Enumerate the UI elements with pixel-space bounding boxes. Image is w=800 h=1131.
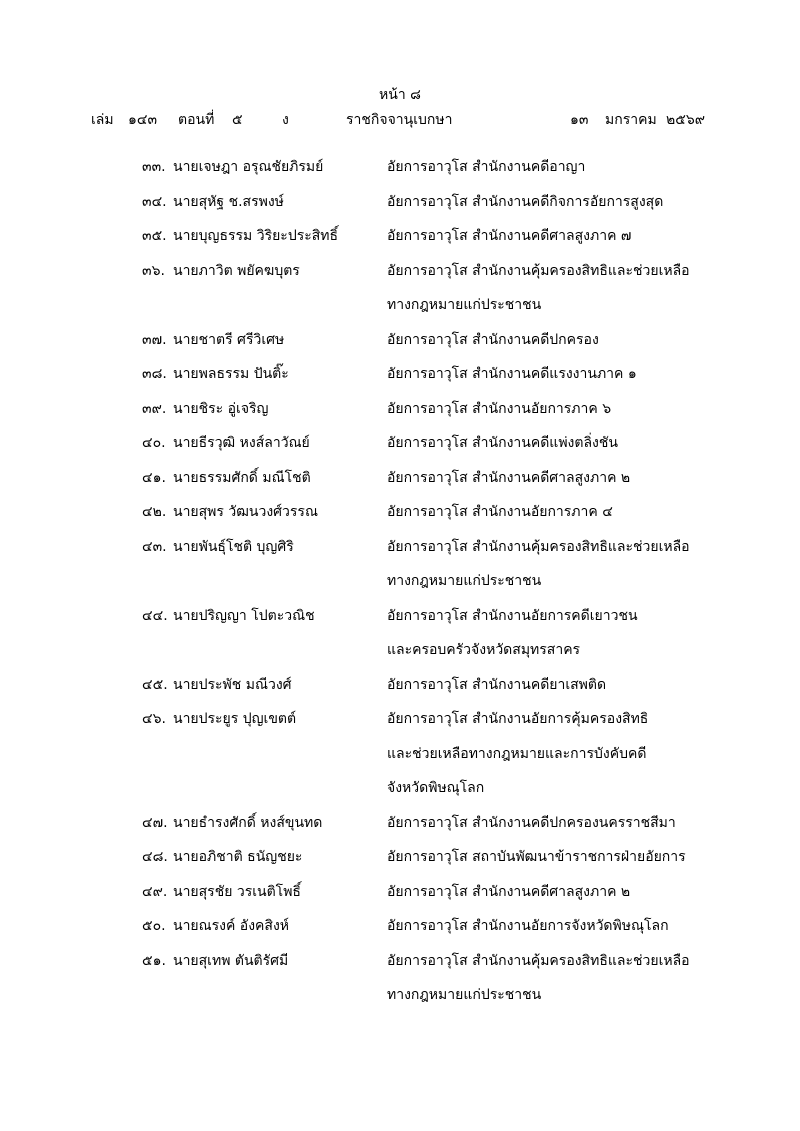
issue-label: ตอนที่ <box>178 112 215 128</box>
position-text: อัยการอาวุโส สำนักงานคดีแรงงานภาค ๑ <box>387 366 637 382</box>
entry-line <box>0 666 800 701</box>
page-number: หน้า ๘ <box>379 87 421 103</box>
list-item <box>0 183 800 218</box>
entry-number: ๓๗. <box>142 331 167 348</box>
list-item <box>0 217 800 252</box>
entry-number: ๔๕. <box>142 676 168 693</box>
entry-line <box>0 355 800 390</box>
list-item <box>0 873 800 908</box>
entry-line <box>0 942 800 977</box>
position-text: อัยการอาวุโส สำนักงานอัยการภาค ๔ <box>387 504 613 520</box>
entry-line <box>0 976 800 1011</box>
position-text: อัยการอาวุโส สำนักงานอัยการจังหวัดพิษณุโลก <box>387 918 669 934</box>
entry-line <box>0 631 800 666</box>
list-item <box>0 148 800 183</box>
list-item <box>0 942 800 1011</box>
list-item <box>0 355 800 390</box>
person-name: นายเจษฎา อรุณชัยภิรมย์ <box>173 159 324 175</box>
entry-line <box>0 700 800 735</box>
publication-name: ราชกิจจานุเบกษา <box>346 112 453 128</box>
entry-line <box>0 286 800 321</box>
list-item <box>0 528 800 597</box>
person-name: นายธำรงศักดิ์ หงส์ขุนทด <box>173 814 323 831</box>
list-item <box>0 321 800 356</box>
entry-line <box>0 321 800 356</box>
person-name: นายพันธุ์โชติ บุญศิริ <box>173 538 294 555</box>
list-item <box>0 390 800 425</box>
position-text: อัยการอาวุโส สำนักงานคดีแพ่งตลิ่งชัน <box>387 435 618 451</box>
position-text: อัยการอาวุโส สำนักงานคดีอาญา <box>387 159 586 175</box>
person-name: นายธรรมศักดิ์ มณีโชติ <box>173 469 311 486</box>
person-name: นายประพัช มณีวงศ์ <box>173 676 292 693</box>
entry-line <box>0 907 800 942</box>
entry-line <box>0 597 800 632</box>
volume-number: ๑๔๓ <box>128 112 158 128</box>
position-text: และช่วยเหลือทางกฎหมายและการบังคับคดี <box>387 745 647 762</box>
entry-number: ๓๘. <box>142 366 167 382</box>
entry-line <box>0 804 800 839</box>
entry-line <box>0 735 800 770</box>
entry-line <box>0 562 800 597</box>
position-text: จังหวัดพิษณุโลก <box>387 780 485 796</box>
person-name: นายอภิชาติ ธนัญชยะ <box>173 849 303 865</box>
list-item <box>0 493 800 528</box>
position-text: อัยการอาวุโส สำนักงานคุ้มครองสิทธิและช่วยเหลือ <box>387 538 690 555</box>
entry-number: ๓๔. <box>142 193 167 210</box>
entry-number: ๓๓. <box>142 159 166 175</box>
position-text: อัยการอาวุโส สำนักงานคดีปกครอง <box>387 331 599 348</box>
position-text: อัยการอาวุโส สำนักงานคดียาเสพติด <box>387 676 607 693</box>
entry-line <box>0 493 800 528</box>
entry-line <box>0 252 800 287</box>
person-name: นายชาตรี ศรีวิเศษ <box>173 331 285 348</box>
entry-number: ๔๘. <box>142 849 168 865</box>
person-name: นายธีรวุฒิ หงส์ลาวัณย์ <box>173 435 310 451</box>
entry-number: ๕๑. <box>142 952 166 969</box>
entry-number: ๔๐. <box>142 435 166 451</box>
entry-line <box>0 217 800 252</box>
entry-number: ๔๓. <box>142 538 167 555</box>
entry-number: ๓๕. <box>142 228 167 244</box>
position-text: ทางกฎหมายแก่ประชาชน <box>387 297 542 313</box>
position-text: อัยการอาวุโส สำนักงานคุ้มครองสิทธิและช่วยเหลือ <box>387 952 690 969</box>
entry-line <box>0 873 800 908</box>
date-year: ๒๕๖๙ <box>666 112 705 128</box>
entry-line <box>0 769 800 804</box>
list-item <box>0 804 800 839</box>
list-item <box>0 700 800 804</box>
issue-number: ๕ <box>232 112 243 128</box>
entry-line <box>0 424 800 459</box>
position-text: อัยการอาวุโส สำนักงานคดีศาลสูงภาค ๒ <box>387 883 631 900</box>
volume-label: เล่ม <box>91 112 114 128</box>
position-text: อัยการอาวุโส สำนักงานคดีปกครองนครราชสีมา <box>387 814 676 831</box>
list-item <box>0 424 800 459</box>
entry-line <box>0 390 800 425</box>
position-text: อัยการอาวุโส สถาบันพัฒนาข้าราชการฝ่ายอัยการ <box>387 849 686 865</box>
entry-line <box>0 148 800 183</box>
position-text: อัยการอาวุโส สำนักงานอัยการคุ้มครองสิทธิ <box>387 711 649 727</box>
list-item <box>0 252 800 321</box>
date-day: ๑๓ <box>570 112 589 128</box>
person-name: นายพลธรรม ปันติ๊ะ <box>173 366 289 382</box>
appointment-list <box>0 148 800 1011</box>
entry-line <box>0 183 800 218</box>
list-item <box>0 907 800 942</box>
person-name: นายภาวิต พยัคฆบุตร <box>173 262 300 279</box>
entry-line <box>0 838 800 873</box>
entry-number: ๔๙. <box>142 883 168 900</box>
section-letter: ง <box>282 112 289 128</box>
entry-number: ๔๒. <box>142 504 167 520</box>
person-name: นายสุพร วัฒนวงศ์วรรณ <box>173 504 318 520</box>
entry-number: ๔๖. <box>142 711 166 727</box>
position-text: อัยการอาวุโส สำนักงานอัยการภาค ๖ <box>387 400 612 417</box>
entry-number: ๔๔. <box>142 607 168 624</box>
person-name: นายสุรชัย วรเนติโพธิ์ <box>173 883 301 900</box>
list-item <box>0 838 800 873</box>
person-name: นายปริญญา โปตะวณิช <box>173 607 315 624</box>
person-name: นายชิระ อู่เจริญ <box>173 400 269 417</box>
entry-line <box>0 528 800 563</box>
position-text: อัยการอาวุโส สำนักงานอัยการคดีเยาวชน <box>387 607 638 624</box>
entry-number: ๔๗. <box>142 814 168 831</box>
person-name: นายประยูร ปุญเขตต์ <box>173 711 297 727</box>
entry-number: ๕๐. <box>142 918 166 934</box>
position-text: อัยการอาวุโส สำนักงานคุ้มครองสิทธิและช่วยเหลือ <box>387 262 690 279</box>
entry-number: ๔๑. <box>142 469 166 486</box>
position-text: อัยการอาวุโส สำนักงานคดีกิจการอัยการสูงสุด <box>387 193 664 210</box>
entry-number: ๓๖. <box>142 262 165 279</box>
person-name: นายสุหัฐ ช.สรพงษ์ <box>173 193 284 210</box>
position-text: และครอบครัวจังหวัดสมุทรสาคร <box>387 642 581 658</box>
page-header <box>0 109 800 131</box>
position-text: ทางกฎหมายแก่ประชาชน <box>387 987 542 1003</box>
date-month: มกราคม <box>605 112 657 128</box>
entry-line <box>0 459 800 494</box>
position-text: อัยการอาวุโส สำนักงานคดีศาลสูงภาค ๗ <box>387 228 632 244</box>
list-item <box>0 459 800 494</box>
person-name: นายณรงค์ อังคสิงห์ <box>173 918 290 934</box>
person-name: นายบุญธรรม วิริยะประสิทธิ์ <box>173 228 339 244</box>
position-text: ทางกฎหมายแก่ประชาชน <box>387 573 542 589</box>
list-item <box>0 597 800 666</box>
entry-number: ๓๙. <box>142 400 167 417</box>
person-name: นายสุเทพ ตันติรัศมี <box>173 952 289 969</box>
position-text: อัยการอาวุโส สำนักงานคดีศาลสูงภาค ๒ <box>387 469 631 486</box>
list-item <box>0 666 800 701</box>
